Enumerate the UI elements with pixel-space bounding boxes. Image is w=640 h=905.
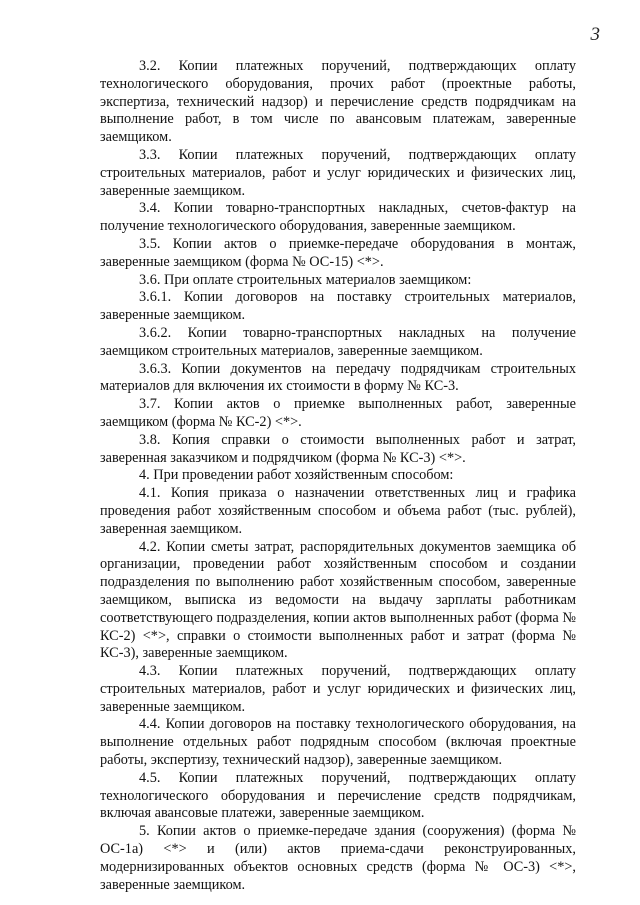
paragraph-3-6-2: 3.6.2. Копии товарно-транспортных накладных на получение заемщиком строительных материалов, заверенные заемщиком.	[100, 324, 576, 359]
paragraph-3-2: 3.2. Копии платежных поручений, подтверждающих оплату технологического оборудования, прочих работ (проектные работы, экспертиза, технический надзор) и перечисление средств подрядчикам на выполнение работ, в том числе по авансовым платежам, заверенные заемщиком.	[100, 58, 576, 146]
paragraph-5: 5. Копии актов о приемке-передаче здания (сооружения) (форма № ОС-1а) <*> и (или) актов приема-сдачи реконструированных, модернизированных объектов основных средств (форма № ОС-3) <*>, заверенные заемщиком.	[100, 823, 576, 893]
paragraph-3-6-1: 3.6.1. Копии договоров на поставку строительных материалов, заверенные заемщиком.	[100, 289, 576, 324]
paragraph-3-7: 3.7. Копии актов о приемке выполненных работ, заверенные заемщиком (форма № КС-2) <*>.	[100, 396, 576, 430]
paragraph-3-8: 3.8. Копия справки о стоимости выполненных работ и затрат, заверенная заказчиком и подрядчиком (форма № КС-3) <*>.	[100, 431, 576, 466]
paragraph-3-4: 3.4. Копии товарно-транспортных накладных, счетов-фактур на получение технологического оборудования, заверенные заемщиком.	[100, 200, 576, 235]
page-number: 3	[590, 24, 600, 45]
paragraph-3-6: 3.6. При оплате строительных материалов заемщиком:	[139, 271, 472, 288]
paragraph-4-2: 4.2. Копии сметы затрат, распорядительных документов заемщика об организации, проведении работ хозяйственным способом и создании подразделения по выполнению работ хозяйственным способом, заверенные заемщиком, выписка из ведомости на выдачу зарплаты работникам соответствующего подразделения, копии актов выполненных работ (форма № КС-2) <*>, справки о стоимости выполненных работ и затрат (форма № КС-3), заверенные заемщиком.	[100, 538, 576, 662]
paragraph-4: 4. При проведении работ хозяйственным способом:	[139, 467, 454, 484]
paragraph-4-3: 4.3. Копии платежных поручений, подтверждающих оплату строительных материалов, работ и услуг юридических и физических лиц, заверенные заемщиком.	[100, 663, 576, 715]
paragraph-3-3: 3.3. Копии платежных поручений, подтверждающих оплату строительных материалов, работ и услуг юридических и физических лиц, заверенные заемщиком.	[100, 146, 576, 199]
paragraph-4-1: 4.1. Копия приказа о назначении ответственных лиц и графика проведения работ хозяйственным способом и объема работ (тыс. рублей), заверенная заемщиком.	[100, 485, 576, 537]
document-body	[100, 58, 576, 894]
paragraph-3-5: 3.5. Копии актов о приемке-передаче оборудования в монтаж, заверенные заемщиком (форма № ОС-15) <*>.	[100, 235, 576, 270]
paragraph-4-4: 4.4. Копии договоров на поставку технологического оборудования, на выполнение отдельных работ подрядным способом (включая проектные работы, экспертизу, технический надзор), заверенные заемщиком.	[100, 716, 576, 769]
paragraph-3-6-3: 3.6.3. Копии документов на передачу подрядчикам строительных материалов для включения их стоимости в форму № КС-3.	[100, 360, 576, 395]
paragraph-4-5: 4.5. Копии платежных поручений, подтверждающих оплату технологического оборудования и перечисление средств подрядчикам, включая авансовые платежи, заверенные заемщиком.	[100, 769, 576, 822]
